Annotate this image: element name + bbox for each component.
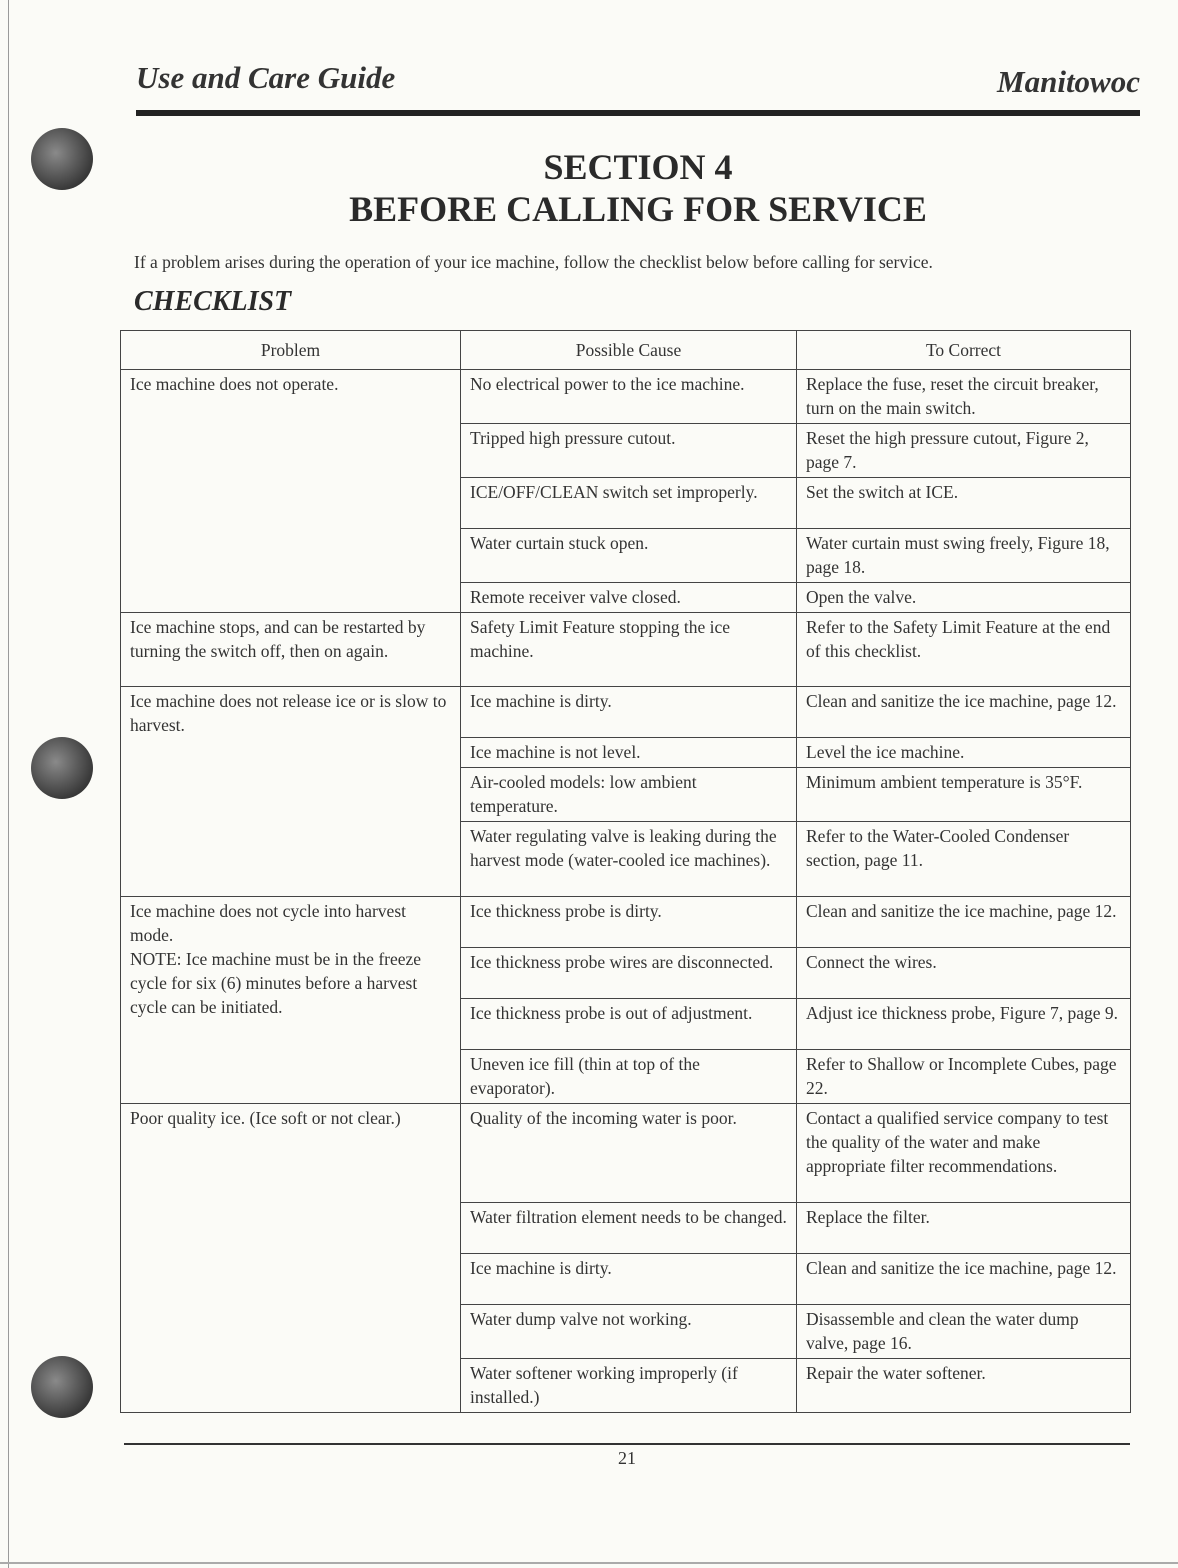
header-guide-title: Use and Care Guide — [136, 60, 396, 95]
correct-cell: Refer to the Water-Cooled Condenser section, page 11. — [797, 822, 1131, 897]
cause-cell: Ice thickness probe is out of adjustment. — [461, 999, 797, 1050]
cause-cell: Remote receiver valve closed. — [461, 583, 797, 613]
problem-cell: Ice machine does not operate. — [121, 370, 461, 613]
correct-cell: Connect the wires. — [797, 948, 1131, 999]
correct-cell: Replace the fuse, reset the circuit breaker, turn on the main switch. — [797, 370, 1131, 424]
binder-hole-top — [31, 128, 93, 190]
cause-cell: No electrical power to the ice machine. — [461, 370, 797, 424]
column-header-correct: To Correct — [797, 331, 1131, 370]
table-row — [121, 1104, 1131, 1203]
page-number: 21 — [618, 1448, 636, 1468]
correct-cell: Open the valve. — [797, 583, 1131, 613]
column-header-cause: Possible Cause — [461, 331, 797, 370]
section-number: SECTION 4 — [543, 147, 733, 187]
correct-cell: Clean and sanitize the ice machine, page 12. — [797, 1254, 1131, 1305]
header-rule — [136, 110, 1140, 116]
cause-cell: Water dump valve not working. — [461, 1305, 797, 1359]
binder-hole-middle — [31, 737, 93, 799]
correct-cell: Clean and sanitize the ice machine, page 12. — [797, 897, 1131, 948]
cause-cell: Ice machine is not level. — [461, 738, 797, 768]
cause-cell: ICE/OFF/CLEAN switch set improperly. — [461, 478, 797, 529]
correct-cell: Minimum ambient temperature is 35°F. — [797, 768, 1131, 822]
binder-hole-bottom — [31, 1356, 93, 1418]
table-row — [121, 897, 1131, 948]
correct-cell: Reset the high pressure cutout, Figure 2, page 7. — [797, 424, 1131, 478]
intro-paragraph: If a problem arises during the operation of your ice machine, follow the checklist below before calling for service. — [134, 252, 933, 272]
correct-cell: Adjust ice thickness probe, Figure 7, page 9. — [797, 999, 1131, 1050]
cause-cell: Ice machine is dirty. — [461, 687, 797, 738]
column-header-problem: Problem — [121, 331, 461, 370]
table-header-row — [121, 331, 1131, 370]
cause-cell: Water filtration element needs to be changed. — [461, 1203, 797, 1254]
table-row — [121, 687, 1131, 738]
cause-cell: Uneven ice fill (thin at top of the evaporator). — [461, 1050, 797, 1104]
cause-cell: Safety Limit Feature stopping the ice machine. — [461, 613, 797, 687]
section-title: BEFORE CALLING FOR SERVICE — [349, 189, 927, 229]
correct-cell: Contact a qualified service company to test the quality of the water and make appropriate filter recommendations. — [797, 1104, 1131, 1203]
problem-cell: Ice machine does not cycle into harvest mode. NOTE: Ice machine must be in the freeze cycle for six (6) minutes before a harvest cycle can be initiated. — [121, 897, 461, 1104]
correct-cell: Clean and sanitize the ice machine, page 12. — [797, 687, 1131, 738]
footer-rule — [124, 1443, 1130, 1445]
correct-cell: Water curtain must swing freely, Figure 18, page 18. — [797, 529, 1131, 583]
correct-cell: Refer to Shallow or Incomplete Cubes, page 22. — [797, 1050, 1131, 1104]
correct-cell: Repair the water softener. — [797, 1359, 1131, 1413]
correct-cell: Set the switch at ICE. — [797, 478, 1131, 529]
cause-cell: Ice machine is dirty. — [461, 1254, 797, 1305]
table-row — [121, 370, 1131, 424]
checklist-heading: CHECKLIST — [134, 286, 292, 317]
correct-cell: Level the ice machine. — [797, 738, 1131, 768]
correct-cell: Replace the filter. — [797, 1203, 1131, 1254]
page-left-edge — [8, 0, 9, 1568]
problem-cell: Ice machine does not release ice or is slow to harvest. — [121, 687, 461, 897]
table-row — [121, 613, 1131, 687]
cause-cell: Water regulating valve is leaking during the harvest mode (water-cooled ice machines). — [461, 822, 797, 897]
checklist-table — [120, 330, 1131, 1413]
problem-cell: Ice machine stops, and can be restarted by turning the switch off, then on again. — [121, 613, 461, 687]
header-brand: Manitowoc — [997, 64, 1140, 99]
cause-cell: Water softener working improperly (if installed.) — [461, 1359, 797, 1413]
cause-cell: Tripped high pressure cutout. — [461, 424, 797, 478]
cause-cell: Ice thickness probe is dirty. — [461, 897, 797, 948]
cause-cell: Air-cooled models: low ambient temperature. — [461, 768, 797, 822]
correct-cell: Refer to the Safety Limit Feature at the end of this checklist. — [797, 613, 1131, 687]
page-bottom-edge — [0, 1562, 1178, 1564]
problem-cell: Poor quality ice. (Ice soft or not clear.) — [121, 1104, 461, 1413]
cause-cell: Water curtain stuck open. — [461, 529, 797, 583]
cause-cell: Quality of the incoming water is poor. — [461, 1104, 797, 1203]
correct-cell: Disassemble and clean the water dump valve, page 16. — [797, 1305, 1131, 1359]
cause-cell: Ice thickness probe wires are disconnected. — [461, 948, 797, 999]
